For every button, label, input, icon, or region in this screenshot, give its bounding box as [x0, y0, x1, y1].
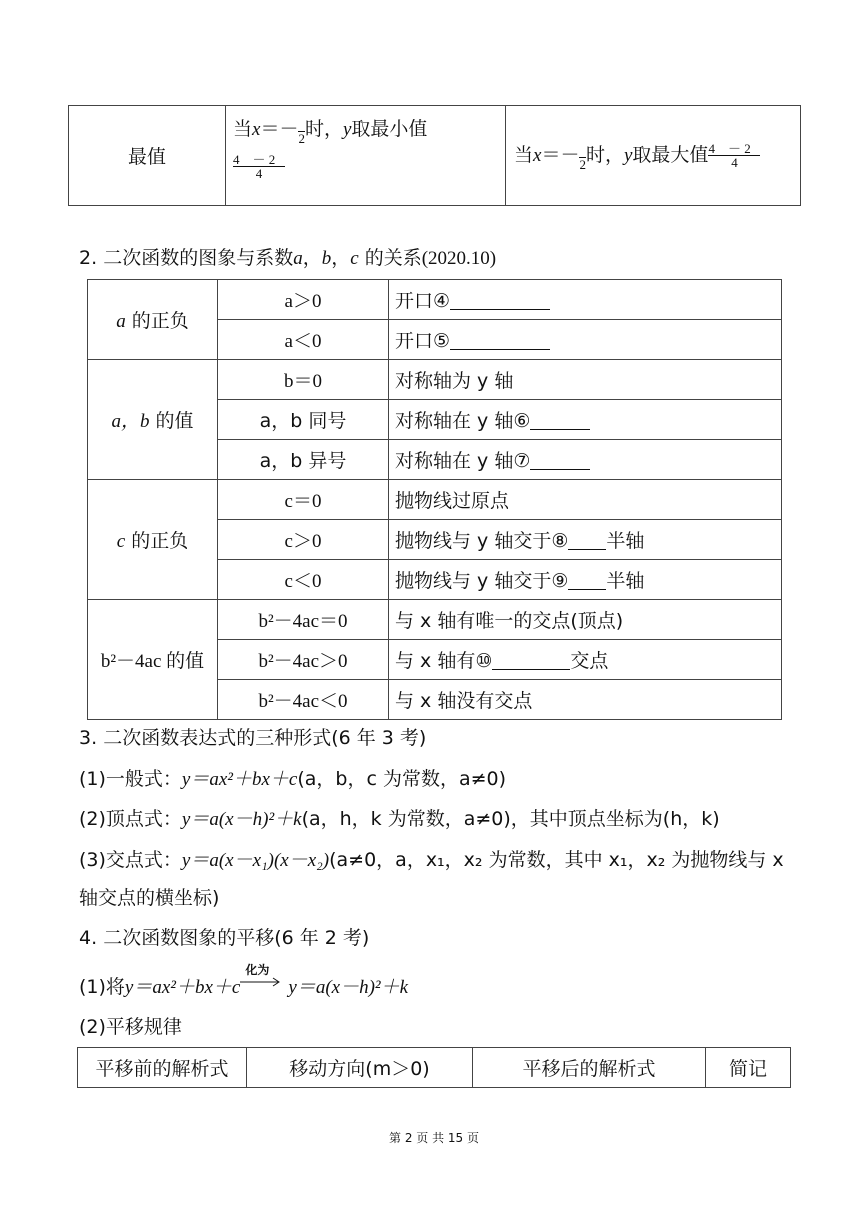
result-cell: 抛物线与 y 轴交于⑨ 半轴	[389, 560, 782, 600]
min-value-cell: 当x＝－ 2 时，y取最小值 $\frac{4 - 2}{4}$	[226, 106, 506, 206]
min-x-fraction: 2	[298, 131, 305, 146]
result-cell: 开口④	[389, 280, 782, 320]
shift-rule-line: (2)平移规律	[79, 1016, 182, 1038]
answer-blank[interactable]	[530, 449, 590, 470]
section-2-heading: 2. 二次函数的图象与系数a，b，c 的关系(2020.10)	[79, 247, 497, 269]
group-label-ab: a，b 的值	[88, 360, 218, 480]
min-value-fraction: $\frac{4 - 2}{4}$	[233, 153, 285, 180]
answer-blank[interactable]	[568, 529, 606, 550]
extremum-label: 最值	[127, 146, 166, 168]
extremum-table	[68, 105, 801, 206]
transform-arrow: 化为	[240, 975, 282, 995]
vertex-form-line: (2)顶点式：y＝a(x－h)²＋k(a，h，k 为常数，a≠0)，其中顶点坐标为(h，k)	[79, 808, 720, 830]
header-direction: 移动方向(m＞0)	[247, 1048, 473, 1088]
condition-cell: b＝0	[218, 360, 389, 400]
intercept-form-line: (3)交点式：y＝a(x－x₁)(x－x₂)(a≠0，a，x₁，x₂ 为常数，其中 x₁，x₂ 为抛物线与 x	[79, 849, 784, 871]
max-value-cell: 当x＝－ 2 时，y取最大值 $\frac{4 - 2}{4}$	[506, 106, 801, 206]
condition-cell: a＞0	[218, 280, 389, 320]
condition-cell: a，b 同号	[218, 400, 389, 440]
header-mnemonic: 简记	[706, 1048, 791, 1088]
condition-cell: a，b 异号	[218, 440, 389, 480]
answer-blank[interactable]	[568, 569, 606, 590]
condition-cell: c＝0	[218, 480, 389, 520]
group-label-discriminant: b²－4ac 的值	[88, 600, 218, 720]
result-cell: 与 x 轴有⑩ 交点	[389, 640, 782, 680]
answer-blank[interactable]	[450, 329, 550, 350]
conversion-line: (1)将y＝ax²＋bx＋c 化为 y＝a(x－h)²＋k	[79, 963, 409, 998]
group-label-a: a 的正负	[88, 280, 218, 360]
result-cell: 对称轴在 y 轴⑥	[389, 400, 782, 440]
general-form-line: (1)一般式：y＝ax²＋bx＋c(a，b，c 为常数，a≠0)	[79, 768, 507, 790]
coefficient-table	[87, 279, 782, 720]
result-cell: 对称轴在 y 轴⑦	[389, 440, 782, 480]
result-cell: 开口⑤	[389, 320, 782, 360]
condition-cell: c＜0	[218, 560, 389, 600]
condition-cell: a＜0	[218, 320, 389, 360]
intercept-form-line-cont: 轴交点的横坐标)	[79, 887, 220, 909]
header-before: 平移前的解析式	[78, 1048, 247, 1088]
condition-cell: b²－4ac＞0	[218, 640, 389, 680]
answer-blank[interactable]	[530, 409, 590, 430]
header-after: 平移后的解析式	[473, 1048, 706, 1088]
section-3-heading: 3. 二次函数表达式的三种形式(6 年 3 考)	[79, 727, 427, 749]
condition-cell: c＞0	[218, 520, 389, 560]
result-cell: 抛物线过原点	[389, 480, 782, 520]
page-footer: 第 2 页 共 15 页	[389, 1131, 479, 1145]
condition-cell: b²－4ac＜0	[218, 680, 389, 720]
result-cell: 抛物线与 y 轴交于⑧ 半轴	[389, 520, 782, 560]
section-4-heading: 4. 二次函数图象的平移(6 年 2 考)	[79, 927, 370, 949]
result-cell: 与 x 轴有唯一的交点(顶点)	[389, 600, 782, 640]
max-x-fraction: 2	[579, 157, 586, 172]
arrow-right-icon	[240, 975, 282, 989]
max-value-fraction: $\frac{4 - 2}{4}$	[708, 142, 760, 169]
answer-blank[interactable]	[450, 289, 550, 310]
group-label-c: c 的正负	[88, 480, 218, 600]
shift-table	[77, 1047, 791, 1088]
answer-blank[interactable]	[492, 649, 570, 670]
condition-cell: b²－4ac＝0	[218, 600, 389, 640]
result-cell: 对称轴为 y 轴	[389, 360, 782, 400]
extremum-label-cell	[69, 106, 226, 206]
result-cell: 与 x 轴没有交点	[389, 680, 782, 720]
